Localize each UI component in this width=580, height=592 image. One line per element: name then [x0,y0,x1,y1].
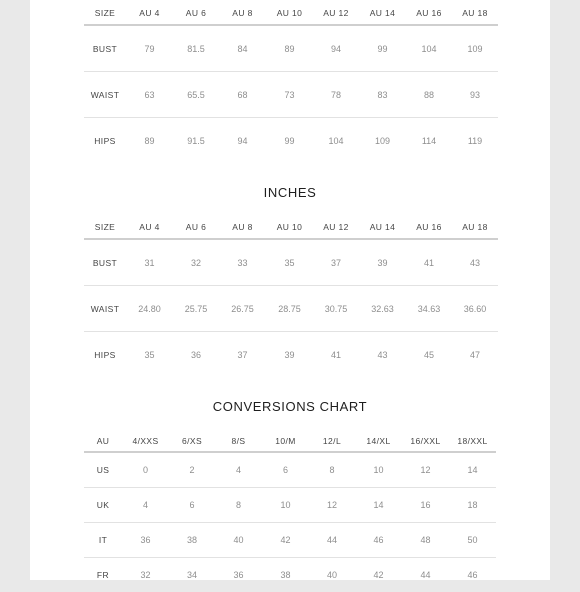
column-header: 6/XS [169,431,215,452]
table-cell: 8 [215,488,262,523]
table-cell: 10 [262,488,309,523]
table-cell: 94 [219,118,266,164]
column-header: AU [84,431,122,452]
table-cell: 83 [359,72,406,118]
table-cell: 44 [309,523,355,558]
table-cell: 42 [355,558,402,592]
table-cell: 32 [173,239,219,286]
table-header-row [84,2,498,25]
table-cell: 18 [449,488,496,523]
row-label: US [84,452,122,488]
column-header: AU 12 [313,2,359,25]
row-label: BUST [84,239,126,286]
column-header: AU 14 [359,2,406,25]
table-cell: 12 [402,452,449,488]
column-header: AU 8 [219,2,266,25]
column-header: 14/XL [355,431,402,452]
column-header: AU 16 [406,216,452,239]
table-cell: 33 [219,239,266,286]
column-header: 12/L [309,431,355,452]
table-cell: 42 [262,523,309,558]
table-cell: 4 [122,488,169,523]
row-label: HIPS [84,332,126,378]
table-cell: 104 [313,118,359,164]
table-header-row [84,431,496,452]
column-header: 10/M [262,431,309,452]
column-header: AU 18 [452,216,498,239]
row-label: FR [84,558,122,592]
table-cell: 28.75 [266,286,313,332]
table-cell: 36 [122,523,169,558]
table-row-waist [84,72,498,118]
column-header: SIZE [84,216,126,239]
table-cell: 32.63 [359,286,406,332]
table-header-row [84,216,498,239]
table-cell: 36 [173,332,219,378]
table-cell: 41 [313,332,359,378]
table-cell: 99 [266,118,313,164]
table-cell: 41 [406,239,452,286]
table-cell: 30.75 [313,286,359,332]
table-cell: 68 [219,72,266,118]
conversions-table [84,431,496,592]
table-cell: 31 [126,239,173,286]
table-row-fr [84,558,496,592]
table-cell: 109 [452,25,498,72]
table-cell: 65.5 [173,72,219,118]
table-cell: 94 [313,25,359,72]
column-header: AU 6 [173,216,219,239]
column-header: 4/XXS [122,431,169,452]
table-cell: 44 [402,558,449,592]
table-cell: 73 [266,72,313,118]
table-row-hips [84,332,498,378]
column-header: 16/XXL [402,431,449,452]
table-cell: 14 [449,452,496,488]
table-cell: 84 [219,25,266,72]
column-header: AU 6 [173,2,219,25]
inches-section-title: INCHES [0,185,580,200]
table-cell: 16 [402,488,449,523]
row-label: BUST [84,25,126,72]
table-cell: 32 [122,558,169,592]
table-cell: 6 [262,452,309,488]
column-header: AU 12 [313,216,359,239]
row-label: HIPS [84,118,126,164]
table-cell: 34.63 [406,286,452,332]
table-cell: 34 [169,558,215,592]
column-header: AU 14 [359,216,406,239]
column-header: AU 8 [219,216,266,239]
table-cell: 91.5 [173,118,219,164]
table-row-us [84,452,496,488]
table-cell: 45 [406,332,452,378]
table-cell: 36.60 [452,286,498,332]
table-row-uk [84,488,496,523]
table-cell: 43 [359,332,406,378]
column-header: AU 10 [266,2,313,25]
table-cell: 6 [169,488,215,523]
table-cell: 114 [406,118,452,164]
table-cell: 38 [169,523,215,558]
column-header: AU 4 [126,2,173,25]
table-cell: 89 [266,25,313,72]
table-cell: 35 [126,332,173,378]
table-cell: 35 [266,239,313,286]
table-row-hips [84,118,498,164]
table-row-waist [84,286,498,332]
conversions-section-title: CONVERSIONS CHART [0,399,580,414]
table-cell: 2 [169,452,215,488]
table-row-it [84,523,496,558]
table-cell: 37 [313,239,359,286]
column-header: AU 4 [126,216,173,239]
table-cell: 46 [355,523,402,558]
table-cell: 37 [219,332,266,378]
size-table-inches [84,216,498,377]
table-cell: 38 [262,558,309,592]
table-cell: 78 [313,72,359,118]
table-cell: 4 [215,452,262,488]
table-row-bust [84,239,498,286]
column-header: AU 10 [266,216,313,239]
table-cell: 81.5 [173,25,219,72]
table-cell: 88 [406,72,452,118]
column-header: 18/XXL [449,431,496,452]
table-cell: 93 [452,72,498,118]
table-cell: 79 [126,25,173,72]
table-cell: 46 [449,558,496,592]
table-cell: 14 [355,488,402,523]
column-header: AU 18 [452,2,498,25]
table-cell: 8 [309,452,355,488]
table-row-bust [84,25,498,72]
table-cell: 89 [126,118,173,164]
table-cell: 104 [406,25,452,72]
table-cell: 63 [126,72,173,118]
table-cell: 39 [359,239,406,286]
row-label: UK [84,488,122,523]
row-label: WAIST [84,72,126,118]
table-cell: 40 [309,558,355,592]
table-cell: 119 [452,118,498,164]
table-cell: 50 [449,523,496,558]
table-cell: 26.75 [219,286,266,332]
table-cell: 24.80 [126,286,173,332]
table-cell: 39 [266,332,313,378]
table-cell: 12 [309,488,355,523]
row-label: WAIST [84,286,126,332]
column-header: SIZE [84,2,126,25]
table-cell: 47 [452,332,498,378]
table-cell: 48 [402,523,449,558]
table-cell: 109 [359,118,406,164]
table-cell: 36 [215,558,262,592]
column-header: 8/S [215,431,262,452]
row-label: IT [84,523,122,558]
size-table-cm [84,2,498,163]
table-cell: 0 [122,452,169,488]
table-cell: 40 [215,523,262,558]
table-cell: 10 [355,452,402,488]
table-cell: 43 [452,239,498,286]
column-header: AU 16 [406,2,452,25]
table-cell: 25.75 [173,286,219,332]
table-cell: 99 [359,25,406,72]
